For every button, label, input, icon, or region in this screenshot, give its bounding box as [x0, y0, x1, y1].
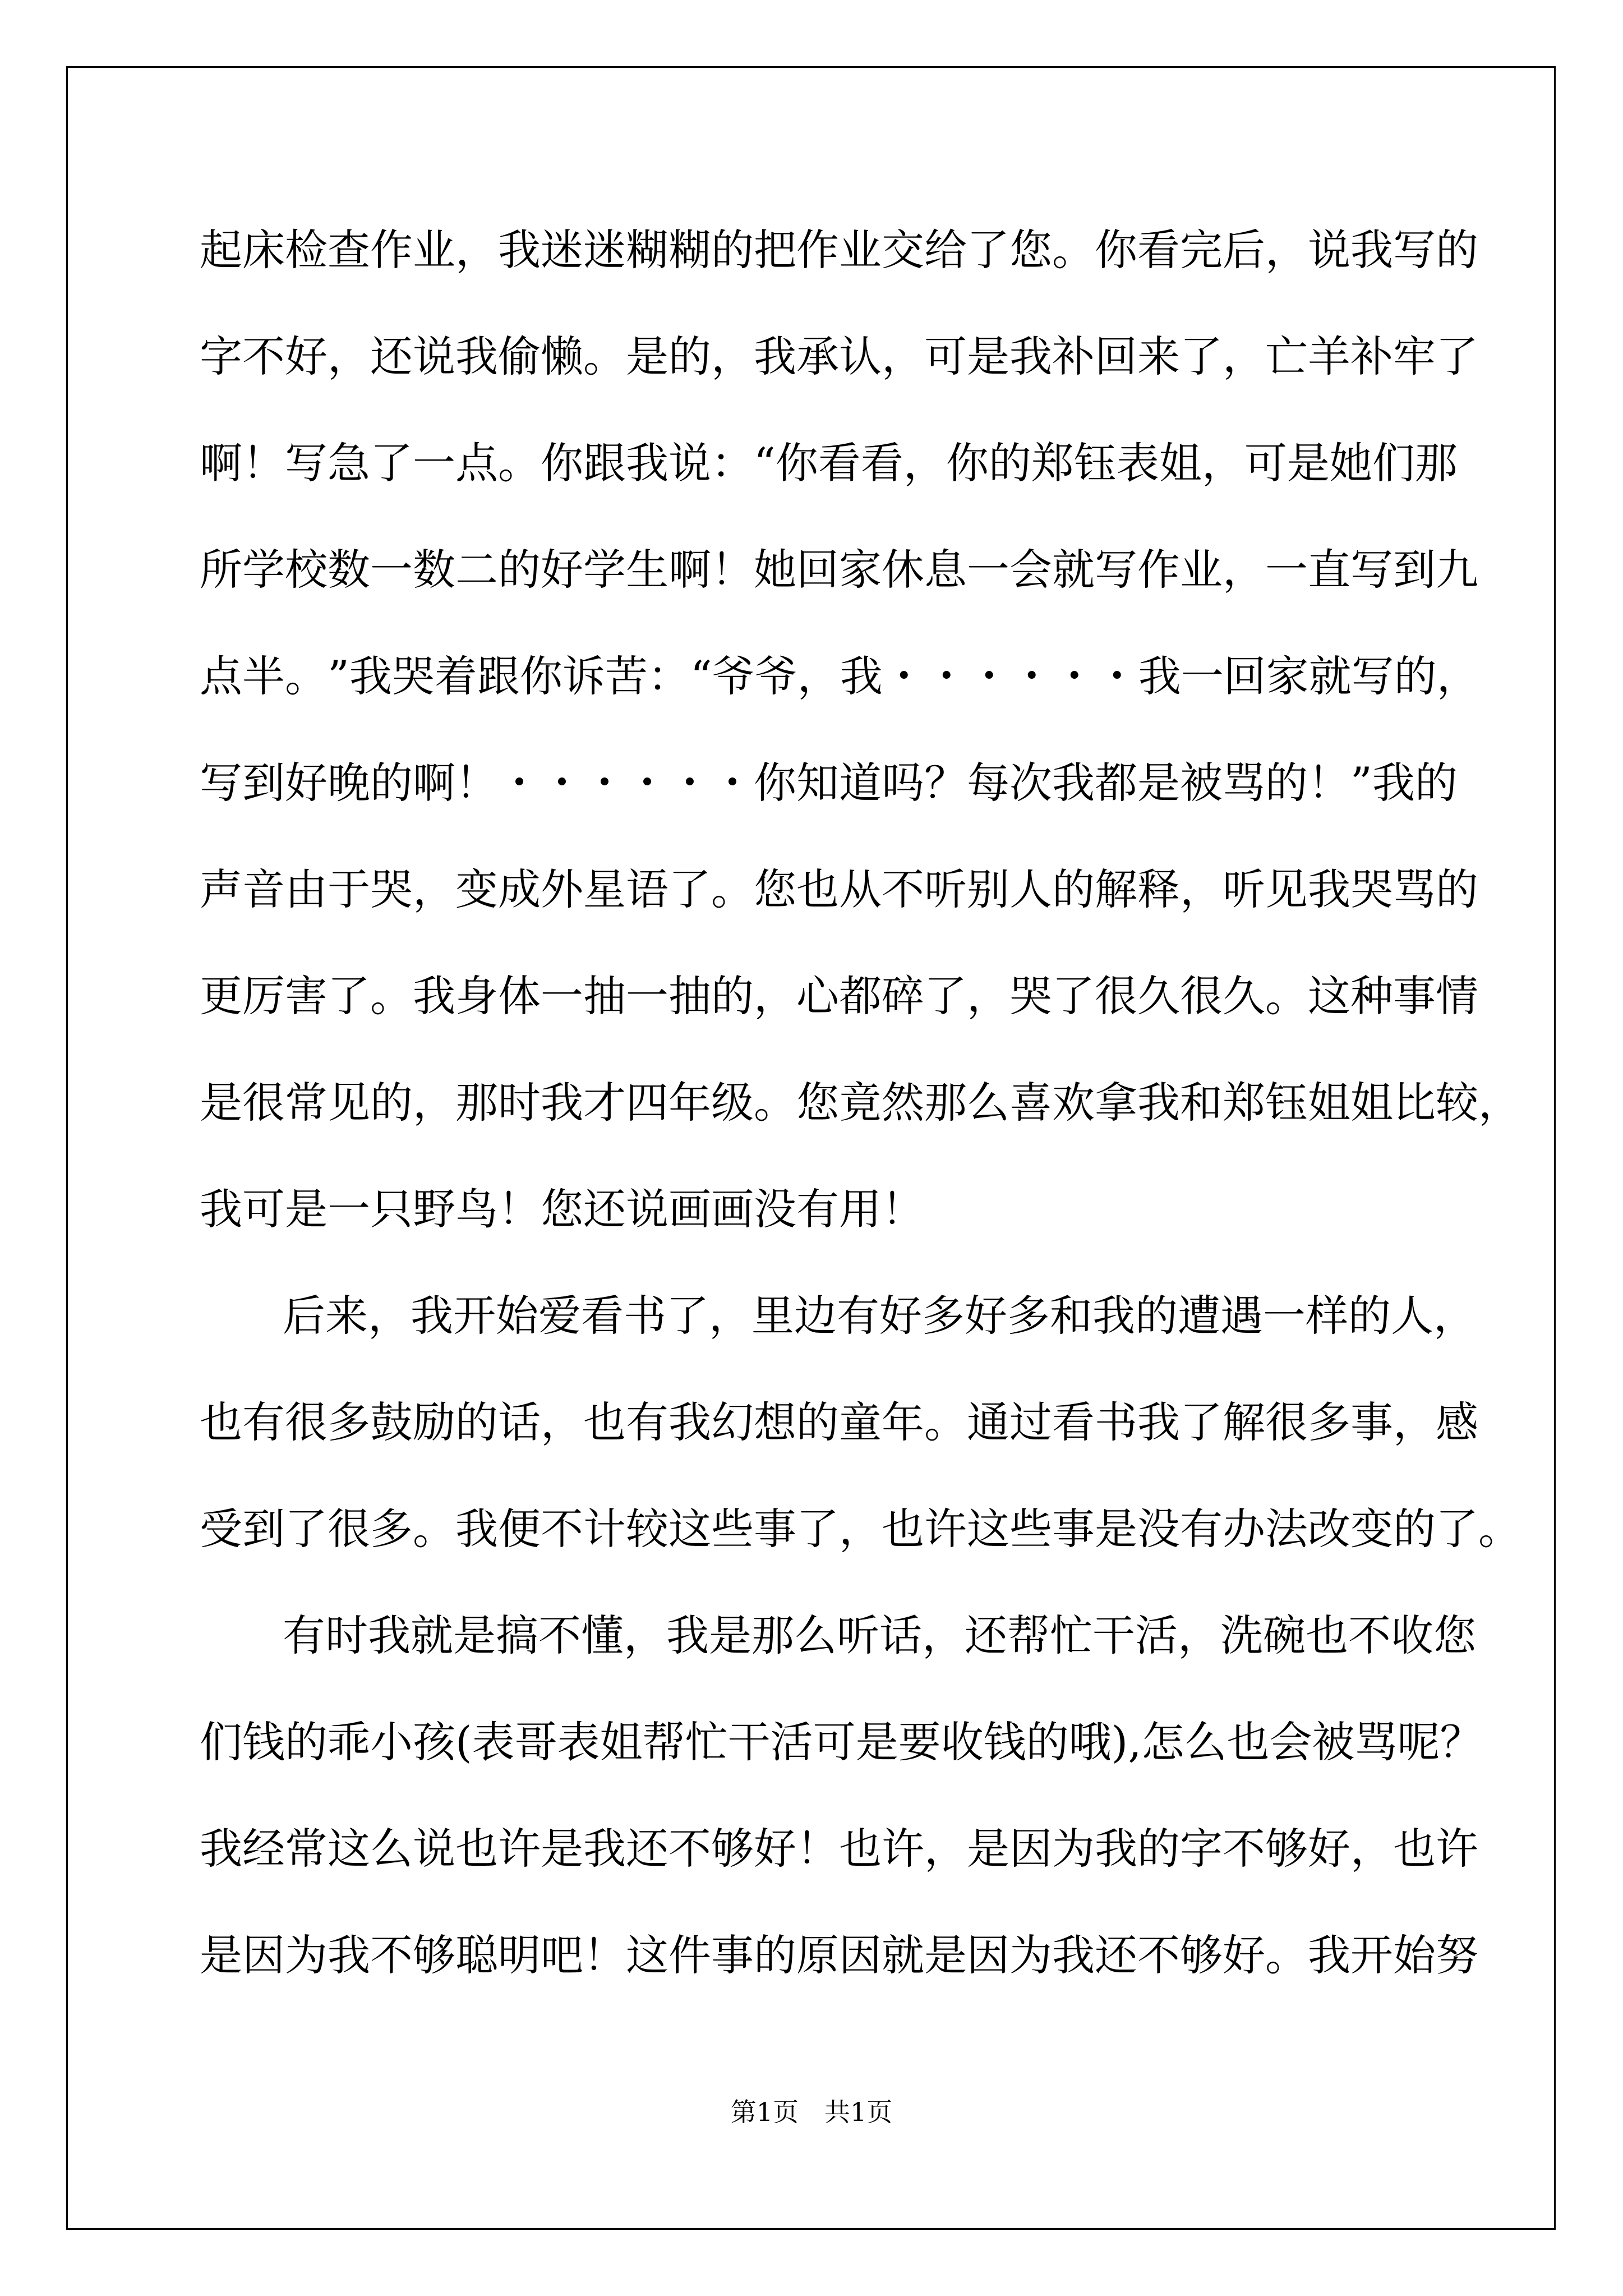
- text-line: 啊 ！ 写 急 了 一 点 。 你 跟 我 说 ： “ 你 看 看 ， 你 的 郑 钰 表 姐 ， 可 是 她 们 那: [200, 438, 1458, 488]
- text-line: 们 钱 的 乖 小 孩 ( 表 哥 表 姐 帮 忙 干 活 可 是 要 收 钱 的 哦 ) , 怎 么 也 会 被 骂 呢 ？: [200, 1717, 1483, 1767]
- text-line: 写 到 好 晚 的 啊 ！ ・ ・ ・ ・ ・ ・ 你 知 道 吗 ？ 每 次 我 都 是 被 骂 的 ！ ” 我 的: [200, 758, 1458, 808]
- text-line: 受 到 了 很 多 。 我 便 不 计 较 这 些 事 了 ， 也 许 这 些 事 是 没 有 办 法 改 变 的 了 。: [200, 1504, 1521, 1554]
- text-line: 起 床 检 查 作 业 ， 我 迷 迷 糊 糊 的 把 作 业 交 给 了 您 。 你 看 完 后 ， 说 我 写 的: [200, 225, 1478, 275]
- page-number: 第1页 共1页: [730, 2097, 893, 2127]
- text-line: 我 经 常 这 么 说 也 许 是 我 还 不 够 好 ！ 也 许 ， 是 因 为 我 的 字 不 够 好 ， 也 许: [200, 1824, 1478, 1874]
- text-line: 是 因 为 我 不 够 聪 明 吧 ！ 这 件 事 的 原 因 就 是 因 为 我 还 不 够 好 。 我 开 始 努: [200, 1930, 1478, 1980]
- page-frame: [66, 66, 1556, 2230]
- text-line: 声 音 由 于 哭 ， 变 成 外 星 语 了 。 您 也 从 不 听 别 人 的 解 释 ， 听 见 我 哭 骂 的: [200, 864, 1478, 914]
- text-line: 字 不 好 ， 还 说 我 偷 懒 。 是 的 ， 我 承 认 ， 可 是 我 补 回 来 了 ， 亡 羊 补 牢 了: [200, 332, 1478, 381]
- paragraph-start: 后 来 ， 我 开 始 爱 看 书 了 ， 里 边 有 好 多 好 多 和 我 的 遭 遇 一 样 的 人 ，: [283, 1291, 1476, 1341]
- text-line: 也 有 很 多 鼓 励 的 话 ， 也 有 我 幻 想 的 童 年 。 通 过 看 书 我 了 解 很 多 事 ， 感: [200, 1397, 1478, 1447]
- text-line: 是 很 常 见 的 ， 那 时 我 才 四 年 级 。 您 竟 然 那 么 喜 欢 拿 我 和 郑 钰 姐 姐 比 较 ，: [200, 1078, 1521, 1128]
- text-line: 所 学 校 数 一 数 二 的 好 学 生 啊 ！ 她 回 家 休 息 一 会 就 写 作 业 ， 一 直 写 到 九: [200, 545, 1478, 595]
- text-line: 我可是一只野鸟！您还说画画没有用！: [200, 1184, 924, 1234]
- text-line: 点 半 。 ” 我 哭 着 跟 你 诉 苦 ： “ 爷 爷 ， 我 ・ ・ ・ ・ ・ ・ 我 一 回 家 就 写 的 ，: [200, 651, 1479, 701]
- text-line: 更 厉 害 了 。 我 身 体 一 抽 一 抽 的 ， 心 都 碎 了 ， 哭 了 很 久 很 久 。 这 种 事 情: [200, 971, 1478, 1021]
- paragraph-start: 有 时 我 就 是 搞 不 懂 ， 我 是 那 么 听 话 ， 还 帮 忙 干 活 ， 洗 碗 也 不 收 您: [283, 1611, 1476, 1660]
